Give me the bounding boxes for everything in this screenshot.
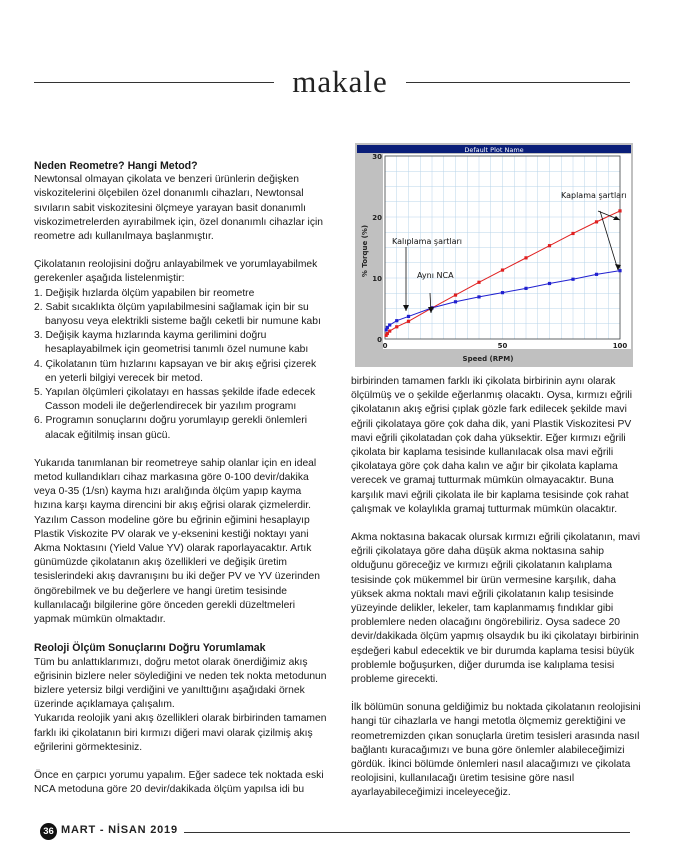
list-item: 1. Değişik hızlarda ölçüm yapabilen bir reometre — [34, 287, 255, 299]
list-item: 5. Yapılan ölçümleri çikolatayı en hassas şekilde ifade edecek Casson modeli ile değerlendirecek bir yazılım programı — [34, 387, 316, 413]
list-item: 2. Sabit sıcaklıkta ölçüm yapılabilmesini sağlamak için bir su banyosu veya elektrikli sisteme bağlı ceketli bir numune kabı — [34, 301, 321, 328]
y-axis-label: % Torque (%) — [361, 224, 369, 278]
x-tick-label: 50 — [497, 342, 508, 350]
section-heading-reometre: Neden Reometre? Hangi Metod? — [34, 160, 198, 172]
list-item: 3. Değişik kayma hızlarında kayma gerilimini doğru hesaplayabilmek için geometrisi tanımlı özel numune kabı — [34, 330, 309, 356]
data-point — [501, 291, 504, 294]
x-tick-label: 0 — [382, 342, 388, 350]
paragraph-conclusion: İlk bölümün sonuna geldiğimiz bu noktada çikolatanın reolojisini hangi tür cihazlarla ve hangi metotla ölçmemiz gerektiğini ve reometremizden çıkan sonuçlarla üretim tesisleri arasında nasıl bağlantı kuracağımızı ve buna göre önlemler alabileceğimizi gördük. İkinci bölümde önlemleri nasıl alacağımızı ve çikolata reolojisini, kullanılacağı üretim tesisine göre nasıl ayarlayabileceğimizi inceleyeceğiz. — [351, 702, 641, 799]
list-item: 6. Programın sonuçlarını doğru yorumlayıp gerekli önlemleri alacak eğitilmiş insan gücü. — [34, 415, 307, 441]
x-axis-label: Speed (RPM) — [462, 355, 514, 363]
header-rule-right — [406, 82, 630, 83]
paragraph-reometre: Newtonsal olmayan çikolata ve benzeri ürünlerin değişken viskozitelerini ölçebilen özel donanımlı cihazları, Newtonsal sıvıların sabit viskozitesini ölçmeye yarayan basit donanımlı viskozimetrelerden ayırabilmek için, özel donanımlı cihazlar için reometre adı kullanılmaya başlanmıştır. — [34, 174, 324, 243]
data-point — [388, 323, 391, 326]
data-point — [548, 244, 551, 247]
right-column — [351, 375, 647, 815]
footer-rule — [184, 832, 630, 833]
data-point — [524, 256, 527, 259]
annotation-nca: Aynı NCA — [417, 271, 454, 280]
paragraph-comparison: birbirinden tamamen farklı iki çikolata birbirinin aynı olarak ölçülmüş ve o şekilde eğerlanmış olacaktı. Oysa, kırmızı eğrili çikolatanın akış eğrisi çıplak gözle fark edilecek şekilde mavi eğrili çikolataya göre çok daha dik, yani Plastik Viskozitesi PV mavi eğrili çikolatadan çok daha yüksektir. Eğer kırmızı eğrili çikolata bir kaplama tesisinde kullanılacak olsa mavi eğrili çikolataya göre çok daha kalın ve ağır bir çikolata kaplama verecek ve gramaj tutturmak mümkün olmayacaktır. Buna karşılık mavi eğrili çikolata ile bir kaplama tesisinde çok rahat çalışmak ve kolaylıkla gramaj tutturmak mümkün olacaktır. — [351, 376, 632, 515]
data-point — [407, 315, 410, 318]
page-number-badge: 36 — [40, 823, 57, 840]
paragraph-nca: Önce en çarpıcı yorumu yapalım. Eğer sadece tek noktada eski NCA metoduna göre 20 devir/dakikada ölçüm yapılsa idi bu — [34, 769, 324, 796]
annotation-kaplama: Kaplama şartları — [561, 191, 627, 200]
data-point — [524, 287, 527, 290]
y-tick-label: 30 — [372, 153, 382, 161]
data-point — [388, 329, 391, 332]
requirements-list — [34, 287, 330, 443]
data-point — [454, 300, 457, 303]
chart-svg — [355, 143, 633, 367]
data-point — [454, 293, 457, 296]
x-tick-label: 100 — [612, 342, 628, 350]
flow-curve-chart — [355, 143, 633, 367]
paragraph-requirements-intro: Çikolatanın reolojisini doğru anlayabilmek ve yorumlayabilmek gerekenler aşağıda listelenmiştir: — [34, 259, 318, 285]
data-point — [618, 209, 621, 212]
left-column — [34, 159, 330, 811]
annotation-kaliplama: Kalıplama şartları — [392, 237, 463, 246]
data-point — [595, 220, 598, 223]
issue-label: MART - NİSAN 2019 — [61, 824, 178, 836]
chart-title: Default Plot Name — [464, 146, 524, 154]
data-point — [595, 273, 598, 276]
list-item: 4. Çikolatanın tüm hızlarını kapsayan ve bir akış eğrisi çizerek en yeterli bilgiyi verecek bir metod. — [34, 358, 317, 384]
data-point — [548, 282, 551, 285]
data-point — [501, 268, 504, 271]
paragraph-yield: Akma noktasına bakacak olursak kırmızı eğrili çikolatanın, mavi eğrili çikolataya göre daha düşük akma noktasına sahip olduğunu göreceğiz ve kırmızı eğrili çikolatanın kalıplama tesisinde çok mükemmel bir ürün vermesine karşılık, daha yüksek akma noktalı mavi eğrili çikolatanın kalıp tesisinde yüzeyinde delikler, lekeler, tam kaplanmamış fındıklar gibi problemlere neden olacağını öngörebiliriz. Oysa sadece 20 devir/dakikada ölçüm yapmış olsaydık bu iki çikolatayı birbirinin eşdeğeri kabul edecektik ve bir durumda kaplama tesisi büyük problemle boğuşurken, diğer durumda ise kalıplama tesisi probleme girecekti. — [351, 532, 641, 686]
y-tick-label: 20 — [372, 214, 382, 222]
data-point — [571, 232, 574, 235]
data-point — [407, 320, 410, 323]
section-heading-interpretation: Reoloji Ölçüm Sonuçlarını Doğru Yorumlamak — [34, 642, 266, 655]
data-point — [395, 319, 398, 322]
header-rule-left — [34, 82, 274, 83]
paragraph-method: Yukarıda tanımlanan bir reometreye sahip olanlar için en ideal metod kullandıkları cihaz markasına göre 0-100 devir/dakika veya 0-35 (1/sn) kayma hızı aralığında ölçüm yapıp kayma hızına karşı kayma direncini bir akış eğrisi olarak çizmelerdir. Yazılım Casson modeline göre bu eğrinin eğimini hesaplayıp Plastik Viskozite PV olarak ve y-eksenini kestiği noktayı yani Akma Noktasını (Yield Value YV) olarak raporlayacaktır. Artık günümüzde çikolatanın akış özellikleri ve değişik üretim tesislerindeki akış davranışını bu iki değer PV ve YV üzerinden öngörebilmek ve bu değerlere ve hangi üretim tesisinde kullanılacağı bilgilerine göre önceden gerekli düzeltmeleri yapmak mümkün olmaktadır. — [34, 457, 320, 626]
paragraph-interpretation: Tüm bu anlattıklarımızı, doğru metot olarak önerdiğimiz akış eğrisinin bizlere neler söylediğini ve neden tek nokta metodunun bizlere yetersiz bilgi verdiğini ve yanılttığını aşağıdaki örnek üzerinde açıklamaya çalışalım. Yukarıda reolojik yani akış özellikleri olarak birbirinden tamamen farklı iki çikolatanın biri kırmızı diğeri mavi olarak çizilmiş akış eğrilerini görmektesiniz. — [34, 656, 327, 753]
y-tick-label: 0 — [377, 336, 382, 344]
data-point — [571, 278, 574, 281]
data-point — [395, 325, 398, 328]
data-point — [477, 295, 480, 298]
grid — [385, 156, 620, 339]
data-point — [618, 269, 621, 272]
y-tick-label: 10 — [372, 275, 382, 283]
section-title: makale — [292, 64, 388, 99]
data-point — [477, 281, 480, 284]
